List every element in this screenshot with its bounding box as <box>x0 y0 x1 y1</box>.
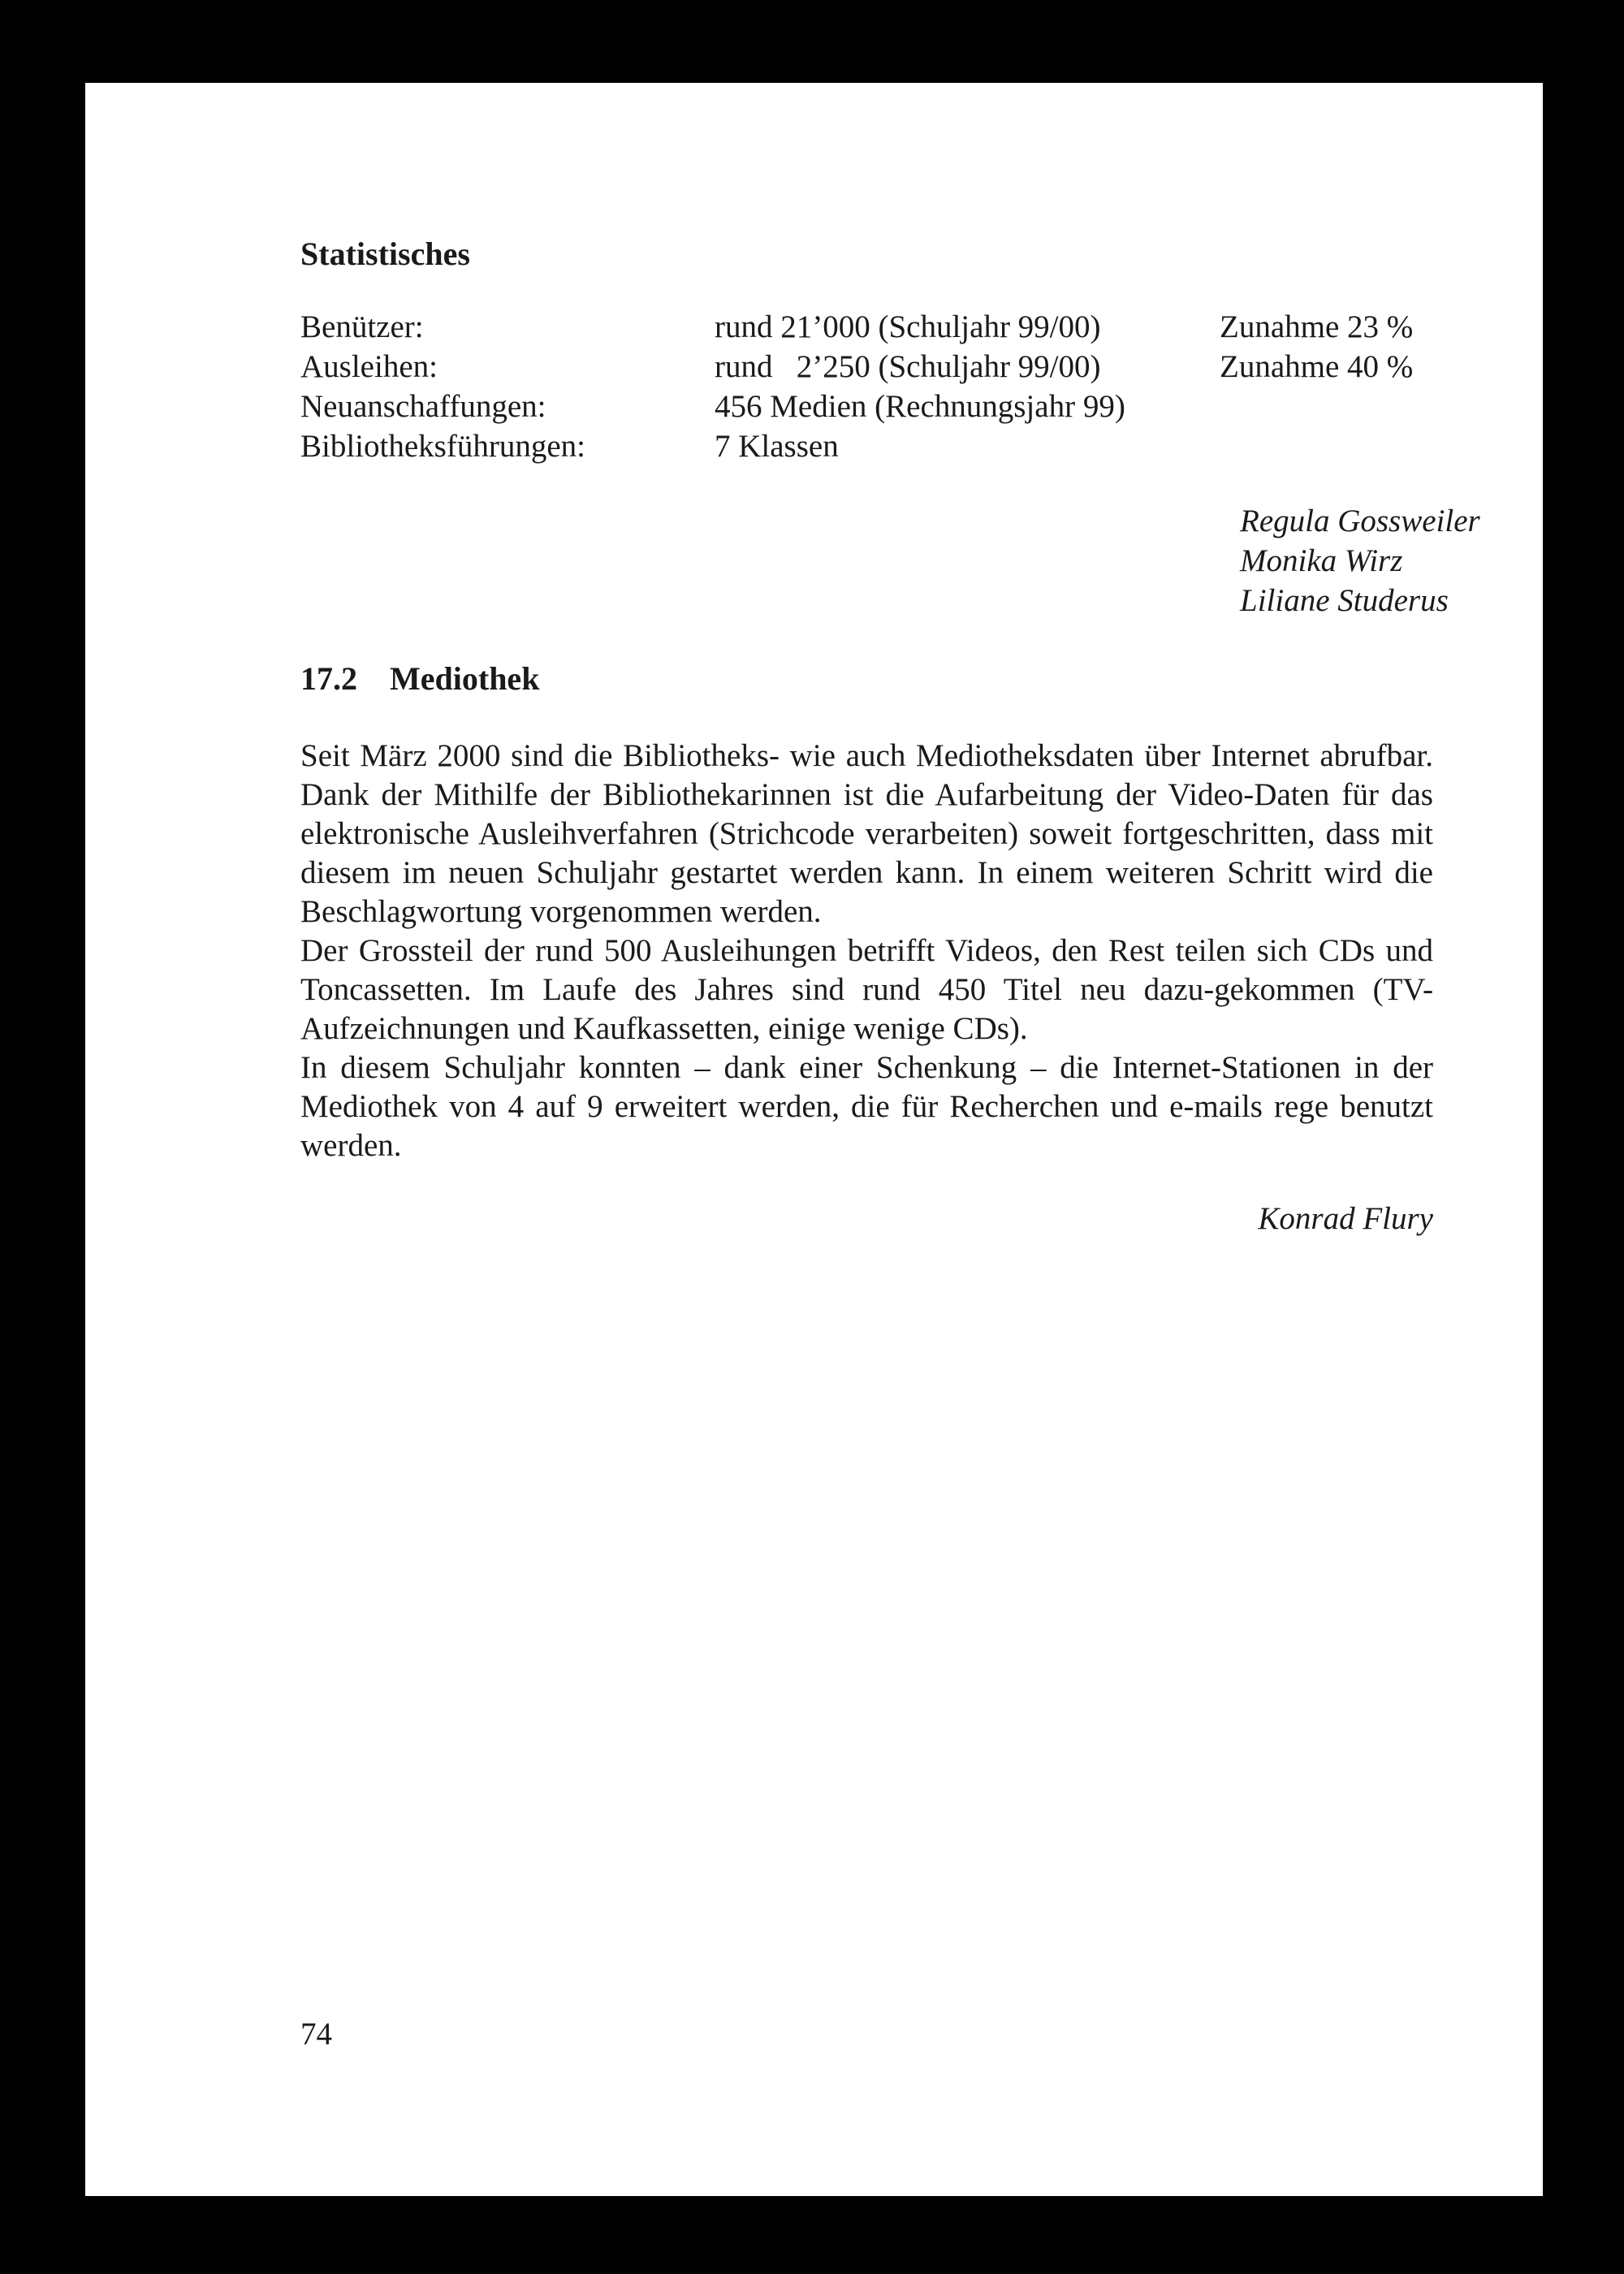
page-number: 74 <box>300 2017 332 2051</box>
signature-name: Monika Wirz <box>1240 543 1403 578</box>
stats-value: rund 21’000 (Schuljahr 99/00) <box>715 309 1101 344</box>
section-number: 17.2 <box>300 660 357 697</box>
section-title: Mediothek <box>390 660 540 697</box>
signature-block-library <box>1240 501 1480 620</box>
signature-name: Konrad Flury <box>1258 1201 1433 1236</box>
stats-label: Ausleihen: <box>300 349 438 384</box>
paragraph: Seit März 2000 sind die Bibliotheks- wie auch Mediotheksdaten über Internet abrufbar. Dank der Mithilfe der Bibliothekarinnen ist die Aufarbeitung der Video-Daten für das elektronische Ausleihverfahren (Strichcode verarbeiten) soweit fortgeschritten, dass mit diesem im neuen Schuljahr gestartet werden kann. In einem weiteren Schritt wird die Beschlagwortung vorgenommen werden. <box>300 738 1433 929</box>
stats-change: Zunahme 40 % <box>1220 349 1414 384</box>
paragraph: Der Grossteil der rund 500 Ausleihungen betrifft Videos, den Rest teilen sich CDs und Toncassetten. Im Laufe des Jahres sind rund 450 Titel neu dazu-gekommen (TV-Aufzeichnungen und Kaufkassetten, einige wenige CDs). <box>300 933 1433 1046</box>
stats-value: 456 Medien (Rechnungsjahr 99) <box>715 389 1125 424</box>
stats-label: Neuanschaffungen: <box>300 389 546 424</box>
signature-name: Liliane Studerus <box>1240 583 1449 618</box>
stats-change: Zunahme 23 % <box>1220 309 1414 344</box>
stats-label: Bibliotheksführungen: <box>300 429 585 464</box>
section-heading <box>300 659 539 698</box>
stats-value: rund 2’250 (Schuljahr 99/00) <box>715 349 1101 384</box>
document-page <box>85 83 1543 2196</box>
statistics-heading: Statistisches <box>300 236 470 272</box>
signature-block-mediothek <box>300 1199 1433 1239</box>
section-body <box>300 737 1433 1165</box>
stats-value: 7 Klassen <box>715 429 839 464</box>
stats-label: Benützer: <box>300 309 424 344</box>
paragraph: In diesem Schuljahr konnten – dank einer Schenkung – die Internet-Stationen in der Mediothek von 4 auf 9 erweitert werden, die für Recherchen und e-mails rege benutzt werden. <box>300 1050 1433 1163</box>
signature-name: Regula Gossweiler <box>1240 504 1480 538</box>
